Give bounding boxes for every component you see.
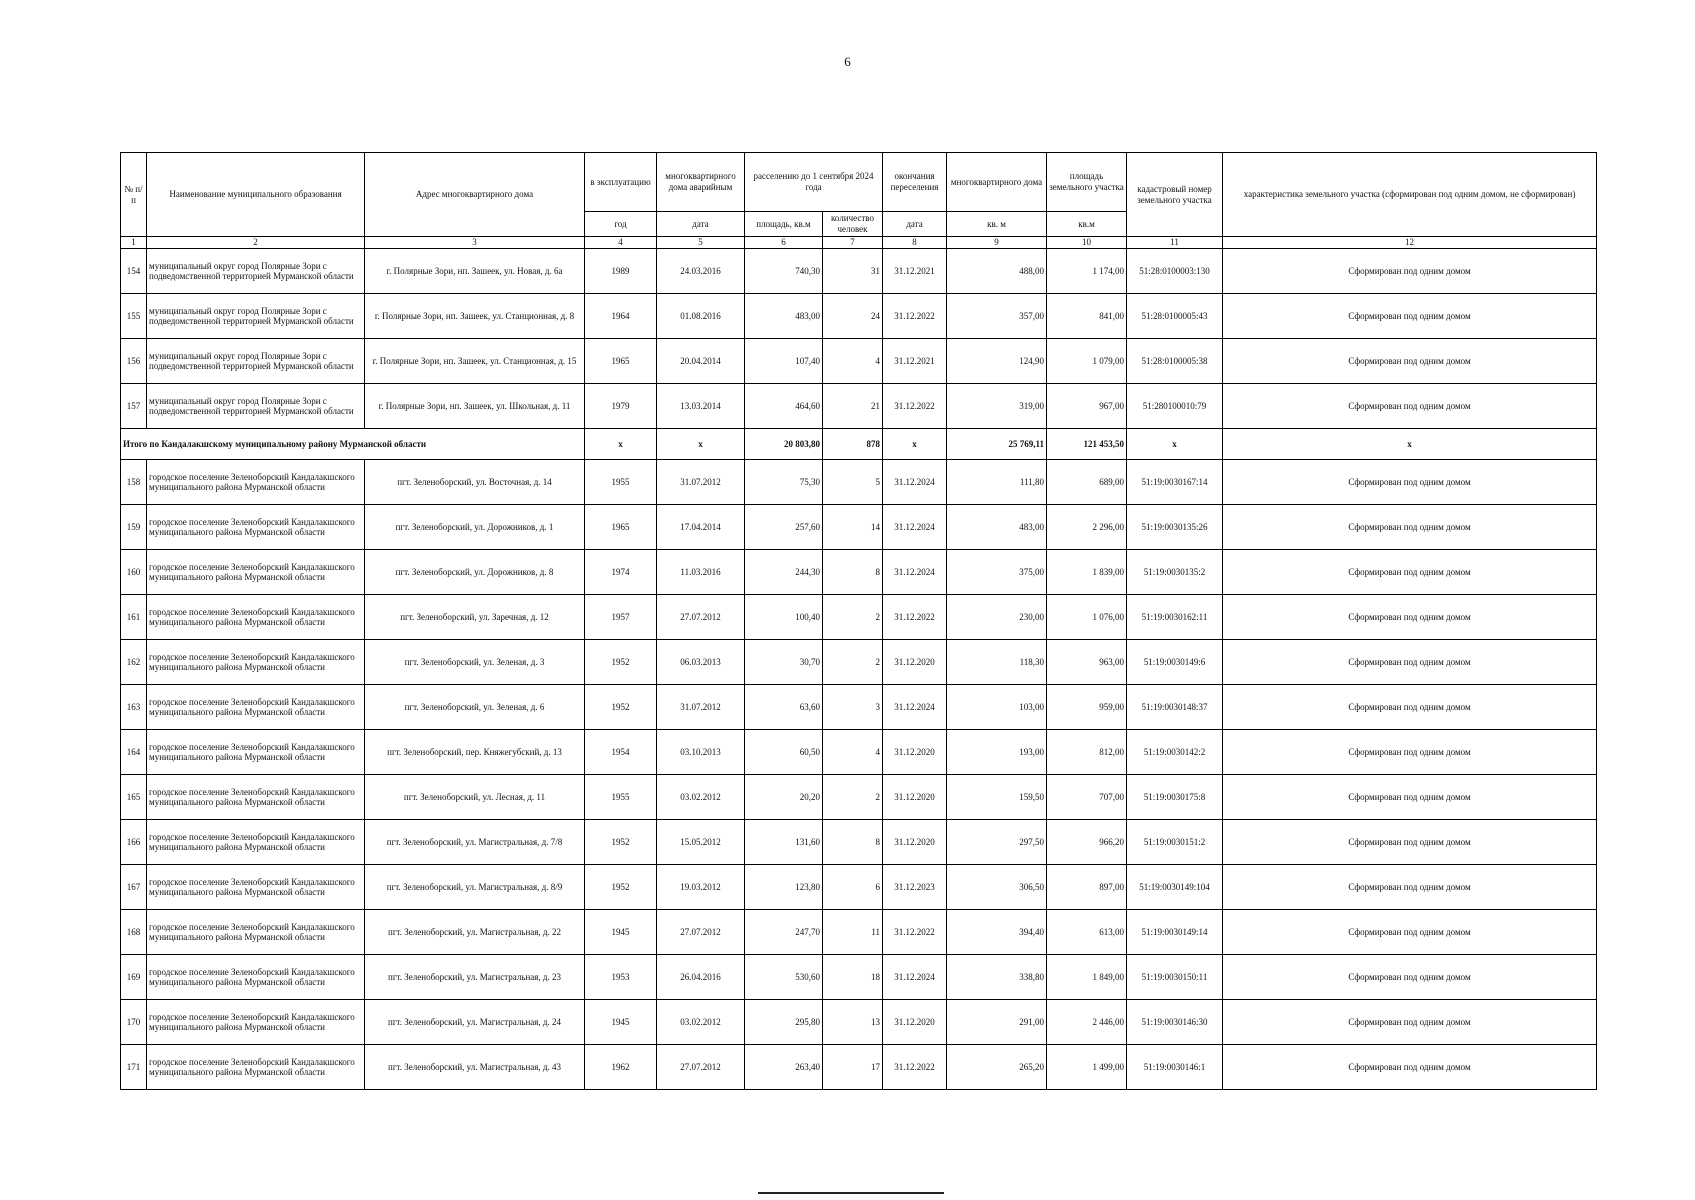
characteristic-cell: Сформирован под одним домом xyxy=(1223,550,1597,595)
house-area-cell: 306,50 xyxy=(947,865,1047,910)
land-area-cell: 1 174,00 xyxy=(1047,249,1127,294)
characteristic-cell: Сформирован под одним домом xyxy=(1223,685,1597,730)
planned-date-cell: 31.12.2024 xyxy=(883,550,947,595)
address-cell: г. Полярные Зори, нп. Зашеек, ул. Новая, д. 6а xyxy=(365,249,585,294)
recognition-date-cell: 11.03.2016 xyxy=(657,550,745,595)
header-year-top: в эксплуатацию xyxy=(585,153,657,212)
characteristic-cell: Сформирован под одним домом xyxy=(1223,460,1597,505)
row-number-cell: 167 xyxy=(121,865,147,910)
municipality-cell: городское поселение Зеленоборский Кандалакшского муниципального района Мурманской области xyxy=(147,910,365,955)
land-area-cell: 966,20 xyxy=(1047,820,1127,865)
planned-date-cell: 31.12.2024 xyxy=(883,955,947,1000)
municipality-cell: городское поселение Зеленоборский Кандалакшского муниципального района Мурманской области xyxy=(147,550,365,595)
cadastral-cell: 51:19:0030175:8 xyxy=(1127,775,1223,820)
year-cell: 1974 xyxy=(585,550,657,595)
land-area-cell: 2 296,00 xyxy=(1047,505,1127,550)
address-cell: пгт. Зеленоборский, ул. Магистральная, д. 22 xyxy=(365,910,585,955)
house-area-cell: 338,80 xyxy=(947,955,1047,1000)
year-cell: 1954 xyxy=(585,730,657,775)
recognition-date-cell: 01.08.2016 xyxy=(657,294,745,339)
area-cell: 483,00 xyxy=(745,294,823,339)
recognition-date-cell: 31.07.2012 xyxy=(657,460,745,505)
house-area-cell: 357,00 xyxy=(947,294,1047,339)
table-row xyxy=(121,505,1597,550)
cadastral-cell: 51:19:0030149:14 xyxy=(1127,910,1223,955)
people-cell: 2 xyxy=(823,775,883,820)
planned-date-cell: 31.12.2020 xyxy=(883,730,947,775)
recognition-date-cell: 27.07.2012 xyxy=(657,910,745,955)
area-cell: 244,30 xyxy=(745,550,823,595)
characteristic-cell: Сформирован под одним домом xyxy=(1223,910,1597,955)
characteristic-cell: Сформирован под одним домом xyxy=(1223,339,1597,384)
municipality-cell: городское поселение Зеленоборский Кандалакшского муниципального района Мурманской области xyxy=(147,595,365,640)
land-area-cell: 707,00 xyxy=(1047,775,1127,820)
header-characteristic: характеристика земельного участка (сформирован под одним домом, не сформирован) xyxy=(1223,153,1597,237)
land-area-cell: 1 499,00 xyxy=(1047,1045,1127,1090)
planned-date-cell: 31.12.2024 xyxy=(883,685,947,730)
recognition-date-cell: 15.05.2012 xyxy=(657,820,745,865)
people-cell: 13 xyxy=(823,1000,883,1045)
recognition-date-cell: 03.10.2013 xyxy=(657,730,745,775)
planned-date-cell: 31.12.2022 xyxy=(883,384,947,429)
address-cell: пгт. Зеленоборский, пер. Княжегубский, д. 13 xyxy=(365,730,585,775)
page-number: 6 xyxy=(844,54,851,69)
header-recognition-top: многоквартирного дома аварийным xyxy=(657,153,745,212)
people-cell: 14 xyxy=(823,505,883,550)
row-number-cell: 168 xyxy=(121,910,147,955)
area-cell: 530,60 xyxy=(745,955,823,1000)
recognition-date-cell: 19.03.2012 xyxy=(657,865,745,910)
house-area-cell: 291,00 xyxy=(947,1000,1047,1045)
header-land-area-sub: кв.м xyxy=(1047,212,1127,237)
people-cell: 2 xyxy=(823,640,883,685)
land-area-cell: 967,00 xyxy=(1047,384,1127,429)
municipality-cell: муниципальный округ город Полярные Зори с подведомственной территорией Мурманской области xyxy=(147,384,365,429)
house-area-cell: 103,00 xyxy=(947,685,1047,730)
house-area-cell: 111,80 xyxy=(947,460,1047,505)
land-area-cell: 2 446,00 xyxy=(1047,1000,1127,1045)
recognition-date-cell: 20.04.2014 xyxy=(657,339,745,384)
row-number-cell: 155 xyxy=(121,294,147,339)
area-cell: 123,80 xyxy=(745,865,823,910)
index-cell: 12 xyxy=(1223,237,1597,249)
recognition-date-cell: 03.02.2012 xyxy=(657,775,745,820)
table-row xyxy=(121,730,1597,775)
house-area-cell: 124,90 xyxy=(947,339,1047,384)
people-cell: 8 xyxy=(823,550,883,595)
area-cell: 740,30 xyxy=(745,249,823,294)
municipality-cell: муниципальный округ город Полярные Зори с подведомственной территорией Мурманской области xyxy=(147,339,365,384)
planned-date-cell: 31.12.2020 xyxy=(883,820,947,865)
subtotal-land-area: 121 453,50 xyxy=(1047,429,1127,460)
people-cell: 18 xyxy=(823,955,883,1000)
cadastral-cell: 51:19:0030148:37 xyxy=(1127,685,1223,730)
header-house-area-sub: кв. м xyxy=(947,212,1047,237)
planned-date-cell: 31.12.2020 xyxy=(883,640,947,685)
characteristic-cell: Сформирован под одним домом xyxy=(1223,1000,1597,1045)
index-cell: 2 xyxy=(147,237,365,249)
header-land-area-top: площадь земельного участка xyxy=(1047,153,1127,212)
header-planned-top: окончания переселения xyxy=(883,153,947,212)
header-resettle-top: расселению до 1 сентября 2024 года xyxy=(745,153,883,212)
municipality-cell: муниципальный округ город Полярные Зори с подведомственной территорией Мурманской области xyxy=(147,294,365,339)
row-number-cell: 162 xyxy=(121,640,147,685)
row-number-cell: 158 xyxy=(121,460,147,505)
year-cell: 1952 xyxy=(585,865,657,910)
area-cell: 295,80 xyxy=(745,1000,823,1045)
year-cell: 1953 xyxy=(585,955,657,1000)
recognition-date-cell: 03.02.2012 xyxy=(657,1000,745,1045)
year-cell: 1964 xyxy=(585,294,657,339)
table-row xyxy=(121,1000,1597,1045)
municipality-cell: городское поселение Зеленоборский Кандалакшского муниципального района Мурманской области xyxy=(147,865,365,910)
header-row-main xyxy=(121,153,1597,212)
year-cell: 1955 xyxy=(585,775,657,820)
row-number-cell: 163 xyxy=(121,685,147,730)
cadastral-cell: 51:19:0030151:2 xyxy=(1127,820,1223,865)
house-area-cell: 118,30 xyxy=(947,640,1047,685)
land-area-cell: 613,00 xyxy=(1047,910,1127,955)
address-cell: пгт. Зеленоборский, ул. Дорожников, д. 1 xyxy=(365,505,585,550)
year-cell: 1965 xyxy=(585,505,657,550)
address-cell: пгт. Зеленоборский, ул. Зеленая, д. 3 xyxy=(365,640,585,685)
table-row xyxy=(121,460,1597,505)
cadastral-cell: 51:19:0030150:11 xyxy=(1127,955,1223,1000)
people-cell: 3 xyxy=(823,685,883,730)
planned-date-cell: 31.12.2024 xyxy=(883,460,947,505)
house-area-cell: 297,50 xyxy=(947,820,1047,865)
people-cell: 4 xyxy=(823,730,883,775)
recognition-date-cell: 31.07.2012 xyxy=(657,685,745,730)
land-area-cell: 959,00 xyxy=(1047,685,1127,730)
people-cell: 31 xyxy=(823,249,883,294)
house-area-cell: 375,00 xyxy=(947,550,1047,595)
people-cell: 21 xyxy=(823,384,883,429)
table-row xyxy=(121,1045,1597,1090)
cadastral-cell: 51:19:0030149:6 xyxy=(1127,640,1223,685)
address-cell: пгт. Зеленоборский, ул. Магистральная, д. 8/9 xyxy=(365,865,585,910)
land-area-cell: 689,00 xyxy=(1047,460,1127,505)
cadastral-cell: 51:28:0100003:130 xyxy=(1127,249,1223,294)
people-cell: 4 xyxy=(823,339,883,384)
cadastral-cell: 51:19:0030135:2 xyxy=(1127,550,1223,595)
year-cell: 1945 xyxy=(585,910,657,955)
address-cell: пгт. Зеленоборский, ул. Зеленая, д. 6 xyxy=(365,685,585,730)
people-cell: 17 xyxy=(823,1045,883,1090)
address-cell: пгт. Зеленоборский, ул. Магистральная, д. 7/8 xyxy=(365,820,585,865)
index-cell: 1 xyxy=(121,237,147,249)
table-row xyxy=(121,595,1597,640)
land-area-cell: 1 849,00 xyxy=(1047,955,1127,1000)
municipality-cell: городское поселение Зеленоборский Кандалакшского муниципального района Мурманской области xyxy=(147,1045,365,1090)
planned-date-cell: 31.12.2021 xyxy=(883,249,947,294)
characteristic-cell: Сформирован под одним домом xyxy=(1223,294,1597,339)
table-row xyxy=(121,865,1597,910)
subtotal-house-area: 25 769,11 xyxy=(947,429,1047,460)
cadastral-cell: 51:28:0100005:43 xyxy=(1127,294,1223,339)
recognition-date-cell: 27.07.2012 xyxy=(657,1045,745,1090)
area-cell: 20,20 xyxy=(745,775,823,820)
year-cell: 1989 xyxy=(585,249,657,294)
planned-date-cell: 31.12.2022 xyxy=(883,1045,947,1090)
characteristic-cell: Сформирован под одним домом xyxy=(1223,1045,1597,1090)
row-number-cell: 166 xyxy=(121,820,147,865)
cadastral-cell: 51:19:0030146:1 xyxy=(1127,1045,1223,1090)
header-planned-sub: дата xyxy=(883,212,947,237)
address-cell: г. Полярные Зори, нп. Зашеек, ул. Школьная, д. 11 xyxy=(365,384,585,429)
characteristic-cell: Сформирован под одним домом xyxy=(1223,249,1597,294)
recognition-date-cell: 26.04.2016 xyxy=(657,955,745,1000)
header-house-area-top: многоквартирного дома xyxy=(947,153,1047,212)
municipality-cell: городское поселение Зеленоборский Кандалакшского муниципального района Мурманской области xyxy=(147,775,365,820)
header-people-sub: количество человек xyxy=(823,212,883,237)
people-cell: 24 xyxy=(823,294,883,339)
index-cell: 4 xyxy=(585,237,657,249)
header-recognition-sub: дата xyxy=(657,212,745,237)
planned-date-cell: 31.12.2022 xyxy=(883,595,947,640)
table-row xyxy=(121,775,1597,820)
header-area-sub: площадь, кв.м xyxy=(745,212,823,237)
land-area-cell: 963,00 xyxy=(1047,640,1127,685)
table-row xyxy=(121,384,1597,429)
recognition-date-cell: 13.03.2014 xyxy=(657,384,745,429)
land-area-cell: 812,00 xyxy=(1047,730,1127,775)
cadastral-cell: 51:19:0030146:30 xyxy=(1127,1000,1223,1045)
area-cell: 100,40 xyxy=(745,595,823,640)
header-cadastral: кадастровый номер земельного участка xyxy=(1127,153,1223,237)
area-cell: 60,50 xyxy=(745,730,823,775)
row-number-cell: 165 xyxy=(121,775,147,820)
address-cell: пгт. Зеленоборский, ул. Дорожников, д. 8 xyxy=(365,550,585,595)
house-area-cell: 483,00 xyxy=(947,505,1047,550)
characteristic-cell: Сформирован под одним домом xyxy=(1223,640,1597,685)
row-number-cell: 154 xyxy=(121,249,147,294)
area-cell: 263,40 xyxy=(745,1045,823,1090)
municipality-cell: городское поселение Зеленоборский Кандалакшского муниципального района Мурманской области xyxy=(147,820,365,865)
cadastral-cell: 51:19:0030167:14 xyxy=(1127,460,1223,505)
recognition-date-cell: 24.03.2016 xyxy=(657,249,745,294)
year-cell: 1979 xyxy=(585,384,657,429)
municipality-cell: городское поселение Зеленоборский Кандалакшского муниципального района Мурманской области xyxy=(147,730,365,775)
table-row xyxy=(121,910,1597,955)
house-area-cell: 394,40 xyxy=(947,910,1047,955)
house-area-cell: 265,20 xyxy=(947,1045,1047,1090)
people-cell: 8 xyxy=(823,820,883,865)
address-cell: пгт. Зеленоборский, ул. Магистральная, д. 43 xyxy=(365,1045,585,1090)
house-area-cell: 159,50 xyxy=(947,775,1047,820)
cadastral-cell: 51:19:0030149:104 xyxy=(1127,865,1223,910)
subtotal-people: 878 xyxy=(823,429,883,460)
area-cell: 30,70 xyxy=(745,640,823,685)
index-cell: 6 xyxy=(745,237,823,249)
year-cell: 1952 xyxy=(585,685,657,730)
characteristic-cell: Сформирован под одним домом xyxy=(1223,865,1597,910)
row-number-cell: 171 xyxy=(121,1045,147,1090)
footer-rule xyxy=(758,1192,944,1194)
header-index-row xyxy=(121,237,1597,249)
people-cell: 11 xyxy=(823,910,883,955)
row-number-cell: 156 xyxy=(121,339,147,384)
row-number-cell: 157 xyxy=(121,384,147,429)
area-cell: 247,70 xyxy=(745,910,823,955)
area-cell: 107,40 xyxy=(745,339,823,384)
characteristic-cell: Сформирован под одним домом xyxy=(1223,730,1597,775)
area-cell: 464,60 xyxy=(745,384,823,429)
subtotal-area: 20 803,80 xyxy=(745,429,823,460)
land-area-cell: 1 839,00 xyxy=(1047,550,1127,595)
planned-date-cell: 31.12.2020 xyxy=(883,1000,947,1045)
address-cell: пгт. Зеленоборский, ул. Восточная, д. 14 xyxy=(365,460,585,505)
characteristic-cell: Сформирован под одним домом xyxy=(1223,820,1597,865)
row-number-cell: 159 xyxy=(121,505,147,550)
people-cell: 2 xyxy=(823,595,883,640)
subtotal-row xyxy=(121,429,1597,460)
land-area-cell: 841,00 xyxy=(1047,294,1127,339)
subtotal-cadastral: x xyxy=(1127,429,1223,460)
land-area-cell: 897,00 xyxy=(1047,865,1127,910)
planned-date-cell: 31.12.2020 xyxy=(883,775,947,820)
row-number-cell: 164 xyxy=(121,730,147,775)
index-cell: 7 xyxy=(823,237,883,249)
address-cell: пгт. Зеленоборский, ул. Лесная, д. 11 xyxy=(365,775,585,820)
header-address: Адрес многоквартирного дома xyxy=(365,153,585,237)
row-number-cell: 160 xyxy=(121,550,147,595)
header-municipality: Наименование муниципального образования xyxy=(147,153,365,237)
resettlement-table xyxy=(120,152,1597,1090)
table-row xyxy=(121,294,1597,339)
table-row xyxy=(121,640,1597,685)
table-row xyxy=(121,249,1597,294)
planned-date-cell: 31.12.2021 xyxy=(883,339,947,384)
table-row xyxy=(121,955,1597,1000)
subtotal-date: x xyxy=(657,429,745,460)
year-cell: 1965 xyxy=(585,339,657,384)
year-cell: 1957 xyxy=(585,595,657,640)
characteristic-cell: Сформирован под одним домом xyxy=(1223,384,1597,429)
cadastral-cell: 51:280100010:79 xyxy=(1127,384,1223,429)
municipality-cell: городское поселение Зеленоборский Кандалакшского муниципального района Мурманской области xyxy=(147,505,365,550)
year-cell: 1955 xyxy=(585,460,657,505)
house-area-cell: 488,00 xyxy=(947,249,1047,294)
area-cell: 131,60 xyxy=(745,820,823,865)
planned-date-cell: 31.12.2024 xyxy=(883,505,947,550)
area-cell: 257,60 xyxy=(745,505,823,550)
subtotal-year: x xyxy=(585,429,657,460)
characteristic-cell: Сформирован под одним домом xyxy=(1223,505,1597,550)
address-cell: пгт. Зеленоборский, ул. Заречная, д. 12 xyxy=(365,595,585,640)
row-number-cell: 170 xyxy=(121,1000,147,1045)
address-cell: г. Полярные Зори, нп. Зашеек, ул. Станционная, д. 15 xyxy=(365,339,585,384)
municipality-cell: муниципальный округ город Полярные Зори с подведомственной территорией Мурманской области xyxy=(147,249,365,294)
row-number-cell: 161 xyxy=(121,595,147,640)
cadastral-cell: 51:28:0100005:38 xyxy=(1127,339,1223,384)
index-cell: 10 xyxy=(1047,237,1127,249)
characteristic-cell: Сформирован под одним домом xyxy=(1223,955,1597,1000)
row-number-cell: 169 xyxy=(121,955,147,1000)
municipality-cell: городское поселение Зеленоборский Кандалакшского муниципального района Мурманской области xyxy=(147,460,365,505)
subtotal-label: Итого по Кандалакшскому муниципальному району Мурманской области xyxy=(121,429,585,460)
subtotal-end: x xyxy=(883,429,947,460)
municipality-cell: городское поселение Зеленоборский Кандалакшского муниципального района Мурманской области xyxy=(147,685,365,730)
land-area-cell: 1 076,00 xyxy=(1047,595,1127,640)
house-area-cell: 230,00 xyxy=(947,595,1047,640)
recognition-date-cell: 27.07.2012 xyxy=(657,595,745,640)
year-cell: 1952 xyxy=(585,640,657,685)
table-row xyxy=(121,820,1597,865)
table-body xyxy=(121,249,1597,1090)
address-cell: пгт. Зеленоборский, ул. Магистральная, д. 23 xyxy=(365,955,585,1000)
area-cell: 63,60 xyxy=(745,685,823,730)
people-cell: 6 xyxy=(823,865,883,910)
planned-date-cell: 31.12.2022 xyxy=(883,294,947,339)
recognition-date-cell: 17.04.2014 xyxy=(657,505,745,550)
address-cell: г. Полярные Зори, нп. Зашеек, ул. Станционная, д. 8 xyxy=(365,294,585,339)
planned-date-cell: 31.12.2022 xyxy=(883,910,947,955)
land-area-cell: 1 079,00 xyxy=(1047,339,1127,384)
subtotal-characteristic: x xyxy=(1223,429,1597,460)
index-cell: 11 xyxy=(1127,237,1223,249)
municipality-cell: городское поселение Зеленоборский Кандалакшского муниципального района Мурманской области xyxy=(147,955,365,1000)
cadastral-cell: 51:19:0030142:2 xyxy=(1127,730,1223,775)
year-cell: 1962 xyxy=(585,1045,657,1090)
table-row xyxy=(121,339,1597,384)
characteristic-cell: Сформирован под одним домом xyxy=(1223,595,1597,640)
people-cell: 5 xyxy=(823,460,883,505)
year-cell: 1945 xyxy=(585,1000,657,1045)
area-cell: 75,30 xyxy=(745,460,823,505)
index-cell: 5 xyxy=(657,237,745,249)
header-num: № п/п xyxy=(121,153,147,237)
house-area-cell: 319,00 xyxy=(947,384,1047,429)
house-area-cell: 193,00 xyxy=(947,730,1047,775)
table-row xyxy=(121,685,1597,730)
cadastral-cell: 51:19:0030135:26 xyxy=(1127,505,1223,550)
index-cell: 9 xyxy=(947,237,1047,249)
year-cell: 1952 xyxy=(585,820,657,865)
recognition-date-cell: 06.03.2013 xyxy=(657,640,745,685)
planned-date-cell: 31.12.2023 xyxy=(883,865,947,910)
characteristic-cell: Сформирован под одним домом xyxy=(1223,775,1597,820)
index-cell: 8 xyxy=(883,237,947,249)
address-cell: пгт. Зеленоборский, ул. Магистральная, д. 24 xyxy=(365,1000,585,1045)
cadastral-cell: 51:19:0030162:11 xyxy=(1127,595,1223,640)
municipality-cell: городское поселение Зеленоборский Кандалакшского муниципального района Мурманской области xyxy=(147,1000,365,1045)
table-row xyxy=(121,550,1597,595)
municipality-cell: городское поселение Зеленоборский Кандалакшского муниципального района Мурманской области xyxy=(147,640,365,685)
index-cell: 3 xyxy=(365,237,585,249)
header-year-sub: год xyxy=(585,212,657,237)
